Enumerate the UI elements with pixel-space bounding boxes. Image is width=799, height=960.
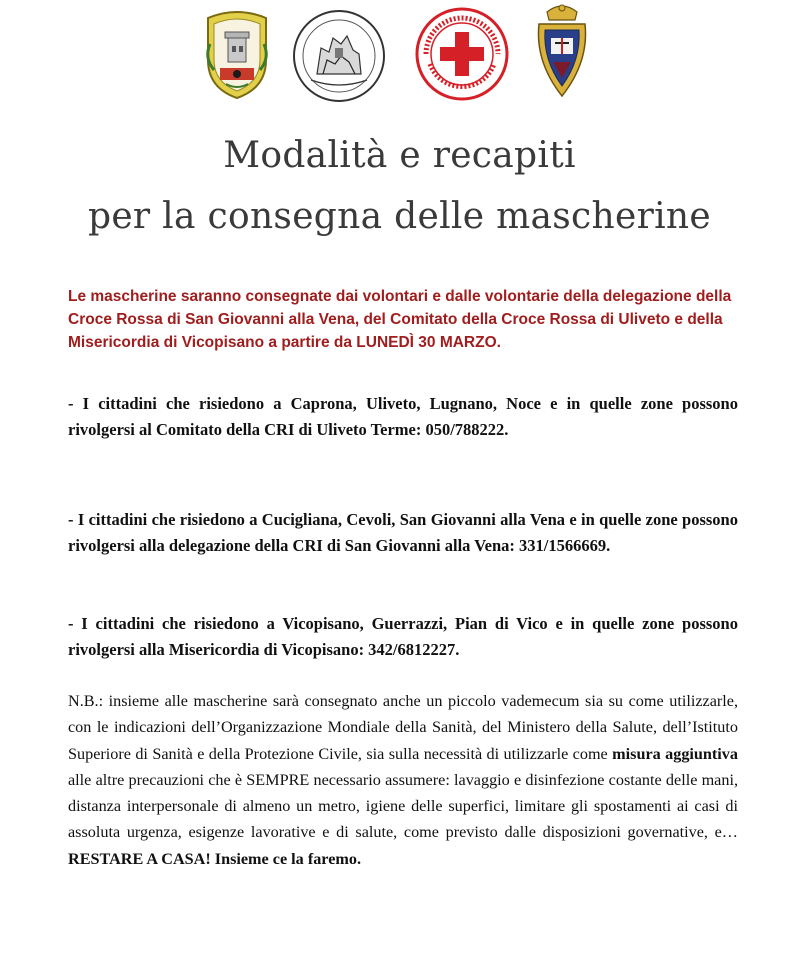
contact-vicopisano-paragraph: - I cittadini che risiedono a Vicopisano, Guerrazzi, Pian di Vico e in quelle zone possono rivolgersi alla Misericordia di Vicopisano: 342/6812227. xyxy=(68,614,738,659)
nb-bold-misura-aggiuntiva: misura aggiuntiva xyxy=(612,744,738,763)
nb-text-part-2: alle altre precauzioni che è SEMPRE necessario assumere: lavaggio e disinfezione costante delle mani, distanza interpersonale di almeno un metro, igiene delle superfici, limitare gli spostamenti ai casi di assoluta urgenza, esigenze lavorative e di salute, come previsto dalle disposizioni governative, e… xyxy=(68,770,738,842)
page-title-line-2: per la consegna delle mascherine xyxy=(87,196,712,237)
contact-san-giovanni-paragraph: - I cittadini che risiedono a Cucigliana, Cevoli, San Giovanni alla Vena e in quelle zone possono rivolgersi alla delegazione della CRI di San Giovanni alla Vena: 331/1566669. xyxy=(68,510,738,555)
festa-medievale-seal-logo xyxy=(291,8,387,104)
nb-bold-restare-a-casa: RESTARE A CASA! Insieme ce la faremo. xyxy=(68,849,362,868)
vicopisano-coat-of-arms-logo xyxy=(200,8,274,100)
logo-row xyxy=(0,0,799,110)
red-cross-seal-logo xyxy=(414,6,510,102)
page-title-line-1: Modalità e recapiti xyxy=(223,135,576,176)
contact-uliveto-paragraph: - I cittadini che risiedono a Caprona, Uliveto, Lugnano, Noce e in quelle zone possono rivolgersi al Comitato della CRI di Uliveto Terme: 050/788222. xyxy=(68,394,738,439)
intro-paragraph: Le mascherine saranno consegnate dai volontari e dalle volontarie della delegazione della Croce Rossa di San Giovanni alla Vena, del Comitato della Croce Rossa di Uliveto e della Misericordia di Vicopisano a partire da LUNEDÌ 30 MARZO. xyxy=(68,288,732,351)
misericordia-crest-logo xyxy=(531,2,593,100)
nota-bene-paragraph xyxy=(68,688,738,872)
nb-text-part-1: N.B.: insieme alle mascherine sarà consegnato anche un piccolo vademecum sia su come utilizzarle, con le indicazioni dell’Organizzazione Mondiale della Sanità, del Ministero della Salute, dell’Istituto Superiore di Sanità e della Protezione Civile, sia sulla necessità di utilizzarle come xyxy=(68,692,738,763)
